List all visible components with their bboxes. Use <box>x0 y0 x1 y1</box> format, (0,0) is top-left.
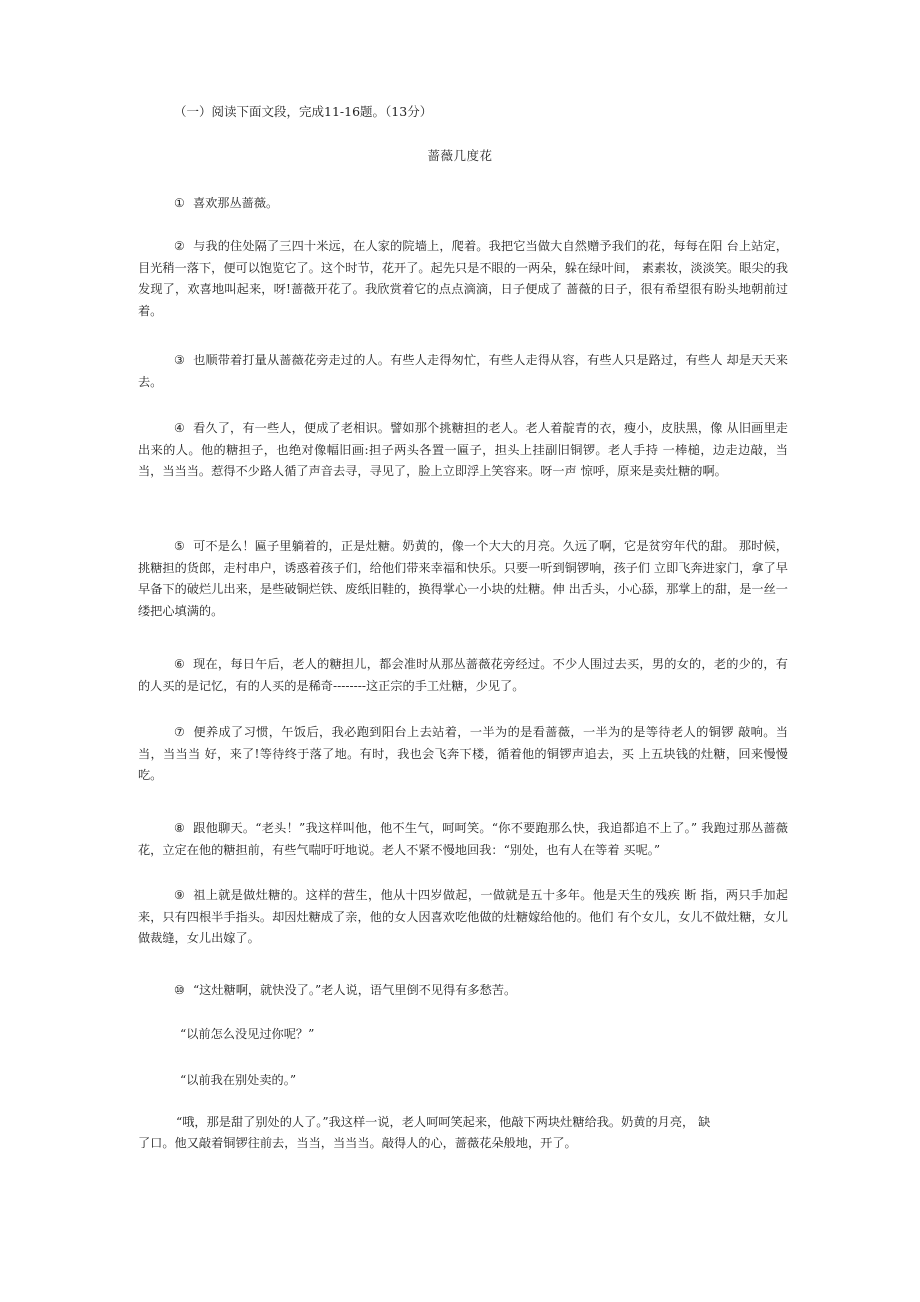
paragraph-7 <box>138 722 788 787</box>
paragraph-number: ⑨ <box>174 888 186 902</box>
paragraph-10 <box>138 980 788 1002</box>
paragraph-text: “这灶糖啊，就快没了。”老人说，语气里倒不见得有多愁苦。 <box>192 983 517 997</box>
dialogue-line-2: “以前我在别处卖的。” <box>180 1073 297 1087</box>
paragraph-number: ⑩ <box>174 983 185 997</box>
paragraph-number: ② <box>174 239 186 253</box>
paragraph-text: 祖上就是做灶糖的。这样的营生，他从十四岁做起，一做就是五十多年。他是天生的残疾 断 指，两只手加起来，只有四根半手指头。却因灶糖成了亲，他的女人因喜欢吃他做的灶糖嫁给他的。他们 有个女儿，女儿不做灶糖，女儿做裁缝，女儿出嫁了。 <box>138 888 788 946</box>
paragraph-number: ④ <box>174 421 186 435</box>
paragraph-text: 跟他聊天。“老头！”我这样叫他，他不生气，呵呵笑。“你不要跑那么快，我追都追不上了。” 我跑过那丛蔷薇花，立定在他的糖担前，有些气喘吁吁地说。老人不紧不慢地回我：“别处，也有人在等着 买呢。” <box>138 821 788 857</box>
paragraph-text: 与我的住处隔了三四十米远，在人家的院墙上，爬着。我把它当做大自然赠予我们的花，每每在阳 台上站定，目光稍一落下，便可以饱览它了。这个时节，花开了。起先只是不眼的一两朵，躲在绿叶间， 素素妆，淡淡笑。眼尖的我发现了，欢喜地叫起来，呀!蔷薇开花了。我欣赏着它的点点滴滴，日子便成了 蔷薇的日子，很有希望很有盼头地朝前过着。 <box>138 239 788 318</box>
paragraph-number: ⑦ <box>174 725 186 739</box>
dialogue-line-1: “以前怎么没见过你呢？” <box>180 1027 315 1041</box>
paragraph-2 <box>138 236 788 322</box>
paragraph-number: ⑧ <box>174 821 186 835</box>
paragraph-6 <box>138 654 788 697</box>
paragraph-text: 看久了，有一些人，便成了老相识。譬如那个挑糖担的老人。老人着靛青的衣，瘦小，皮肤黑，像 从旧画里走出来的人。他的糖担子，也绝对像幅旧画:担子两头各置一匾子，担头上挂副旧铜锣。老人手持 一棒槌，边走边敲，当当，当当当。惹得不少路人循了声音去寻，寻见了，脸上立即浮上笑容来。呀一声 惊呼，原来是卖灶糖的啊。 <box>138 421 788 479</box>
paragraph-text: 可不是么！匾子里躺着的，正是灶糖。奶黄的，像一个大大的月亮。久远了啊，它是贫穷年代的甜。 那时候，挑糖担的货郎，走村串户，诱惑着孩子们，给他们带来幸福和快乐。只要一听到铜锣响，孩子们 立即飞奔进家门，拿了早早备下的破烂儿出来，是些破铜烂铁、废纸旧鞋的，换得掌心一小块的灶糖。伸 出舌头，小心舔，那掌上的甜，是一丝一缕把心填满的。 <box>138 539 788 618</box>
closing-line-1: “哦，那是甜了别处的人了。”我这样一说，老人呵呵笑起来，他敲下两块灶糖给我。奶黄的月亮， 缺 <box>176 1115 711 1129</box>
paragraph-number: ③ <box>174 353 186 367</box>
paragraph-1 <box>138 193 788 215</box>
article-title: 蔷薇几度花 <box>427 148 493 163</box>
paragraph-number: ⑤ <box>174 539 186 553</box>
question-header: （一）阅读下面文段，完成11-16题。（13分） <box>174 104 433 119</box>
paragraph-text: 喜欢那丛蔷薇。 <box>192 196 279 210</box>
closing-line-2: 了口。他又敲着铜锣往前去，当当，当当当。敲得人的心，蔷薇花朵般地，开了。 <box>138 1136 577 1150</box>
paragraph-5 <box>138 536 788 622</box>
paragraph-number: ① <box>174 196 185 210</box>
paragraph-3 <box>138 350 788 393</box>
paragraph-number: ⑥ <box>174 657 186 671</box>
paragraph-text: 也顺带着打量从蔷薇花旁走过的人。有些人走得匆忙，有些人走得从容，有些人只是路过，有些人 却是天天来去。 <box>138 353 788 389</box>
paragraph-8 <box>138 818 788 861</box>
paragraph-4 <box>138 418 788 483</box>
paragraph-9 <box>138 885 788 950</box>
paragraph-text: 便养成了习惯，午饭后，我必跑到阳台上去站着，一半为的是看蔷薇，一半为的是等待老人的铜锣 敲响。当当，当当当 好，来了!等待终于落了地。有时，我也会飞奔下楼，循着他的铜锣声追去，买 上五块钱的灶糖，回来慢慢吃。 <box>138 725 788 783</box>
paragraph-text: 现在，每日午后，老人的糖担儿，都会准时从那丛蔷薇花旁经过。不少人围过去买，男的女的，老的少的，有的人买的是记忆，有的人买的是稀奇--------这正宗的手工灶糖，少见了。 <box>138 657 788 693</box>
